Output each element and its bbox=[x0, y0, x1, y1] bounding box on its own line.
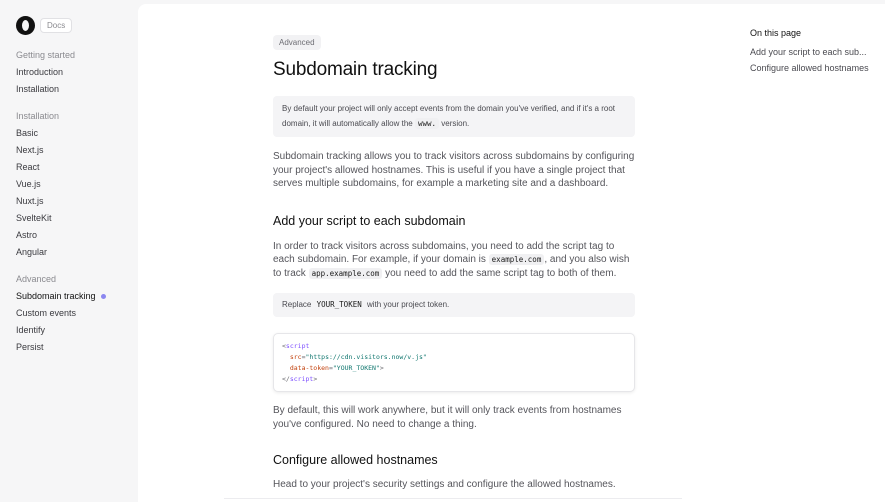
sidebar-item-astro[interactable]: Astro bbox=[16, 230, 38, 240]
sidebar-item-vuejs[interactable]: Vue.js bbox=[16, 179, 41, 189]
callout-text: By default your project will only accept events from the domain you've verified, and if it's a root domain, it will automatically allow the bbox=[282, 104, 615, 128]
note-text: Replace bbox=[282, 300, 312, 309]
nav-group-title: Getting started bbox=[16, 50, 76, 60]
toc-item-add-script[interactable]: Add your script to each sub... bbox=[750, 47, 867, 57]
sidebar-item-nextjs[interactable]: Next.js bbox=[16, 145, 44, 155]
section-paragraph: By default, this will work anywhere, but it will only track events from hostnames you've configured. No need to change a thing. bbox=[273, 405, 622, 430]
sidebar-item-introduction[interactable]: Introduction bbox=[16, 67, 64, 77]
logo-icon[interactable] bbox=[16, 16, 35, 35]
sidebar-item-angular[interactable]: Angular bbox=[16, 247, 48, 257]
section-paragraph bbox=[273, 240, 635, 281]
code-token-string: "https://cdn.visitors.now/v.js" bbox=[305, 353, 427, 361]
code-token-attr: src bbox=[289, 353, 302, 361]
sidebar-item-nuxtjs[interactable]: Nuxt.js bbox=[16, 196, 44, 206]
section-heading-add-script: Add your script to each subdomain bbox=[273, 213, 466, 228]
toc-title: On this page bbox=[750, 28, 802, 38]
section-heading-configure-hostnames: Configure allowed hostnames bbox=[273, 453, 438, 467]
sidebar-item-installation[interactable]: Installation bbox=[16, 84, 60, 94]
nav-group-installation bbox=[16, 108, 59, 261]
sidebar-item-persist[interactable]: Persist bbox=[16, 342, 44, 352]
docs-badge: Docs bbox=[40, 18, 72, 33]
sidebar-item-label: Subdomain tracking bbox=[16, 291, 96, 301]
active-indicator-dot bbox=[101, 294, 106, 299]
article bbox=[273, 32, 635, 492]
code-token-string: "YOUR_TOKEN" bbox=[332, 364, 380, 372]
code-line: </script> bbox=[282, 375, 318, 383]
code-token-tag: script bbox=[289, 375, 314, 383]
sidebar-item-subdomain-tracking[interactable] bbox=[16, 288, 106, 305]
code-block[interactable] bbox=[273, 333, 635, 392]
sidebar-item-custom-events[interactable]: Custom events bbox=[16, 308, 77, 318]
code-token-attr: data-token bbox=[289, 364, 329, 372]
code-line: <script bbox=[282, 342, 310, 350]
paragraph-text: In order to track visitors across subdomains, you need to add the script tag to each subdomain. For example, if your domain is bbox=[273, 240, 615, 265]
nav-group-getting-started bbox=[16, 47, 75, 98]
inline-code: app.example.com bbox=[309, 268, 383, 279]
paragraph-text: , and you also wish to track bbox=[273, 254, 630, 279]
inline-code: www. bbox=[415, 118, 439, 129]
nav-group-title: Advanced bbox=[16, 274, 57, 284]
sidebar-item-sveltekit[interactable]: SvelteKit bbox=[16, 213, 52, 223]
code-line: src="https://cdn.visitors.now/v.js" bbox=[289, 353, 427, 361]
paragraph-text: you need to add the same script tag to both of them. bbox=[385, 267, 617, 279]
main-content bbox=[138, 4, 885, 502]
nav-group-advanced bbox=[16, 271, 106, 356]
brand bbox=[16, 16, 72, 35]
nav-group-title: Installation bbox=[16, 111, 60, 121]
sidebar-item-basic[interactable]: Basic bbox=[16, 128, 39, 138]
note-text: with your project token. bbox=[366, 300, 450, 309]
sidebar-item-react[interactable]: React bbox=[16, 162, 40, 172]
inline-code: YOUR_TOKEN bbox=[316, 300, 362, 309]
callout-text: version. bbox=[441, 119, 470, 128]
inline-code: example.com bbox=[489, 254, 545, 265]
section-paragraph: Head to your project's security settings and configure the allowed hostnames. bbox=[273, 479, 616, 490]
code-token-tag: script bbox=[285, 342, 310, 350]
sidebar-item-identify[interactable]: Identify bbox=[16, 325, 46, 335]
divider bbox=[224, 498, 682, 499]
info-callout bbox=[273, 96, 635, 137]
toc-item-configure-hostnames[interactable]: Configure allowed hostnames bbox=[750, 63, 869, 73]
page-title: Subdomain tracking bbox=[273, 59, 438, 80]
sidebar bbox=[0, 0, 138, 502]
code-line: data-token="YOUR_TOKEN"> bbox=[289, 364, 384, 372]
token-note bbox=[273, 293, 635, 317]
table-of-contents bbox=[750, 28, 880, 73]
intro-paragraph: Subdomain tracking allows you to track visitors across subdomains by configuring your project's allowed hostnames. This is useful if you have a single project that serves multiple subdomains, for example a marketing site and a dashboard. bbox=[273, 151, 635, 189]
category-tag: Advanced bbox=[273, 35, 321, 50]
